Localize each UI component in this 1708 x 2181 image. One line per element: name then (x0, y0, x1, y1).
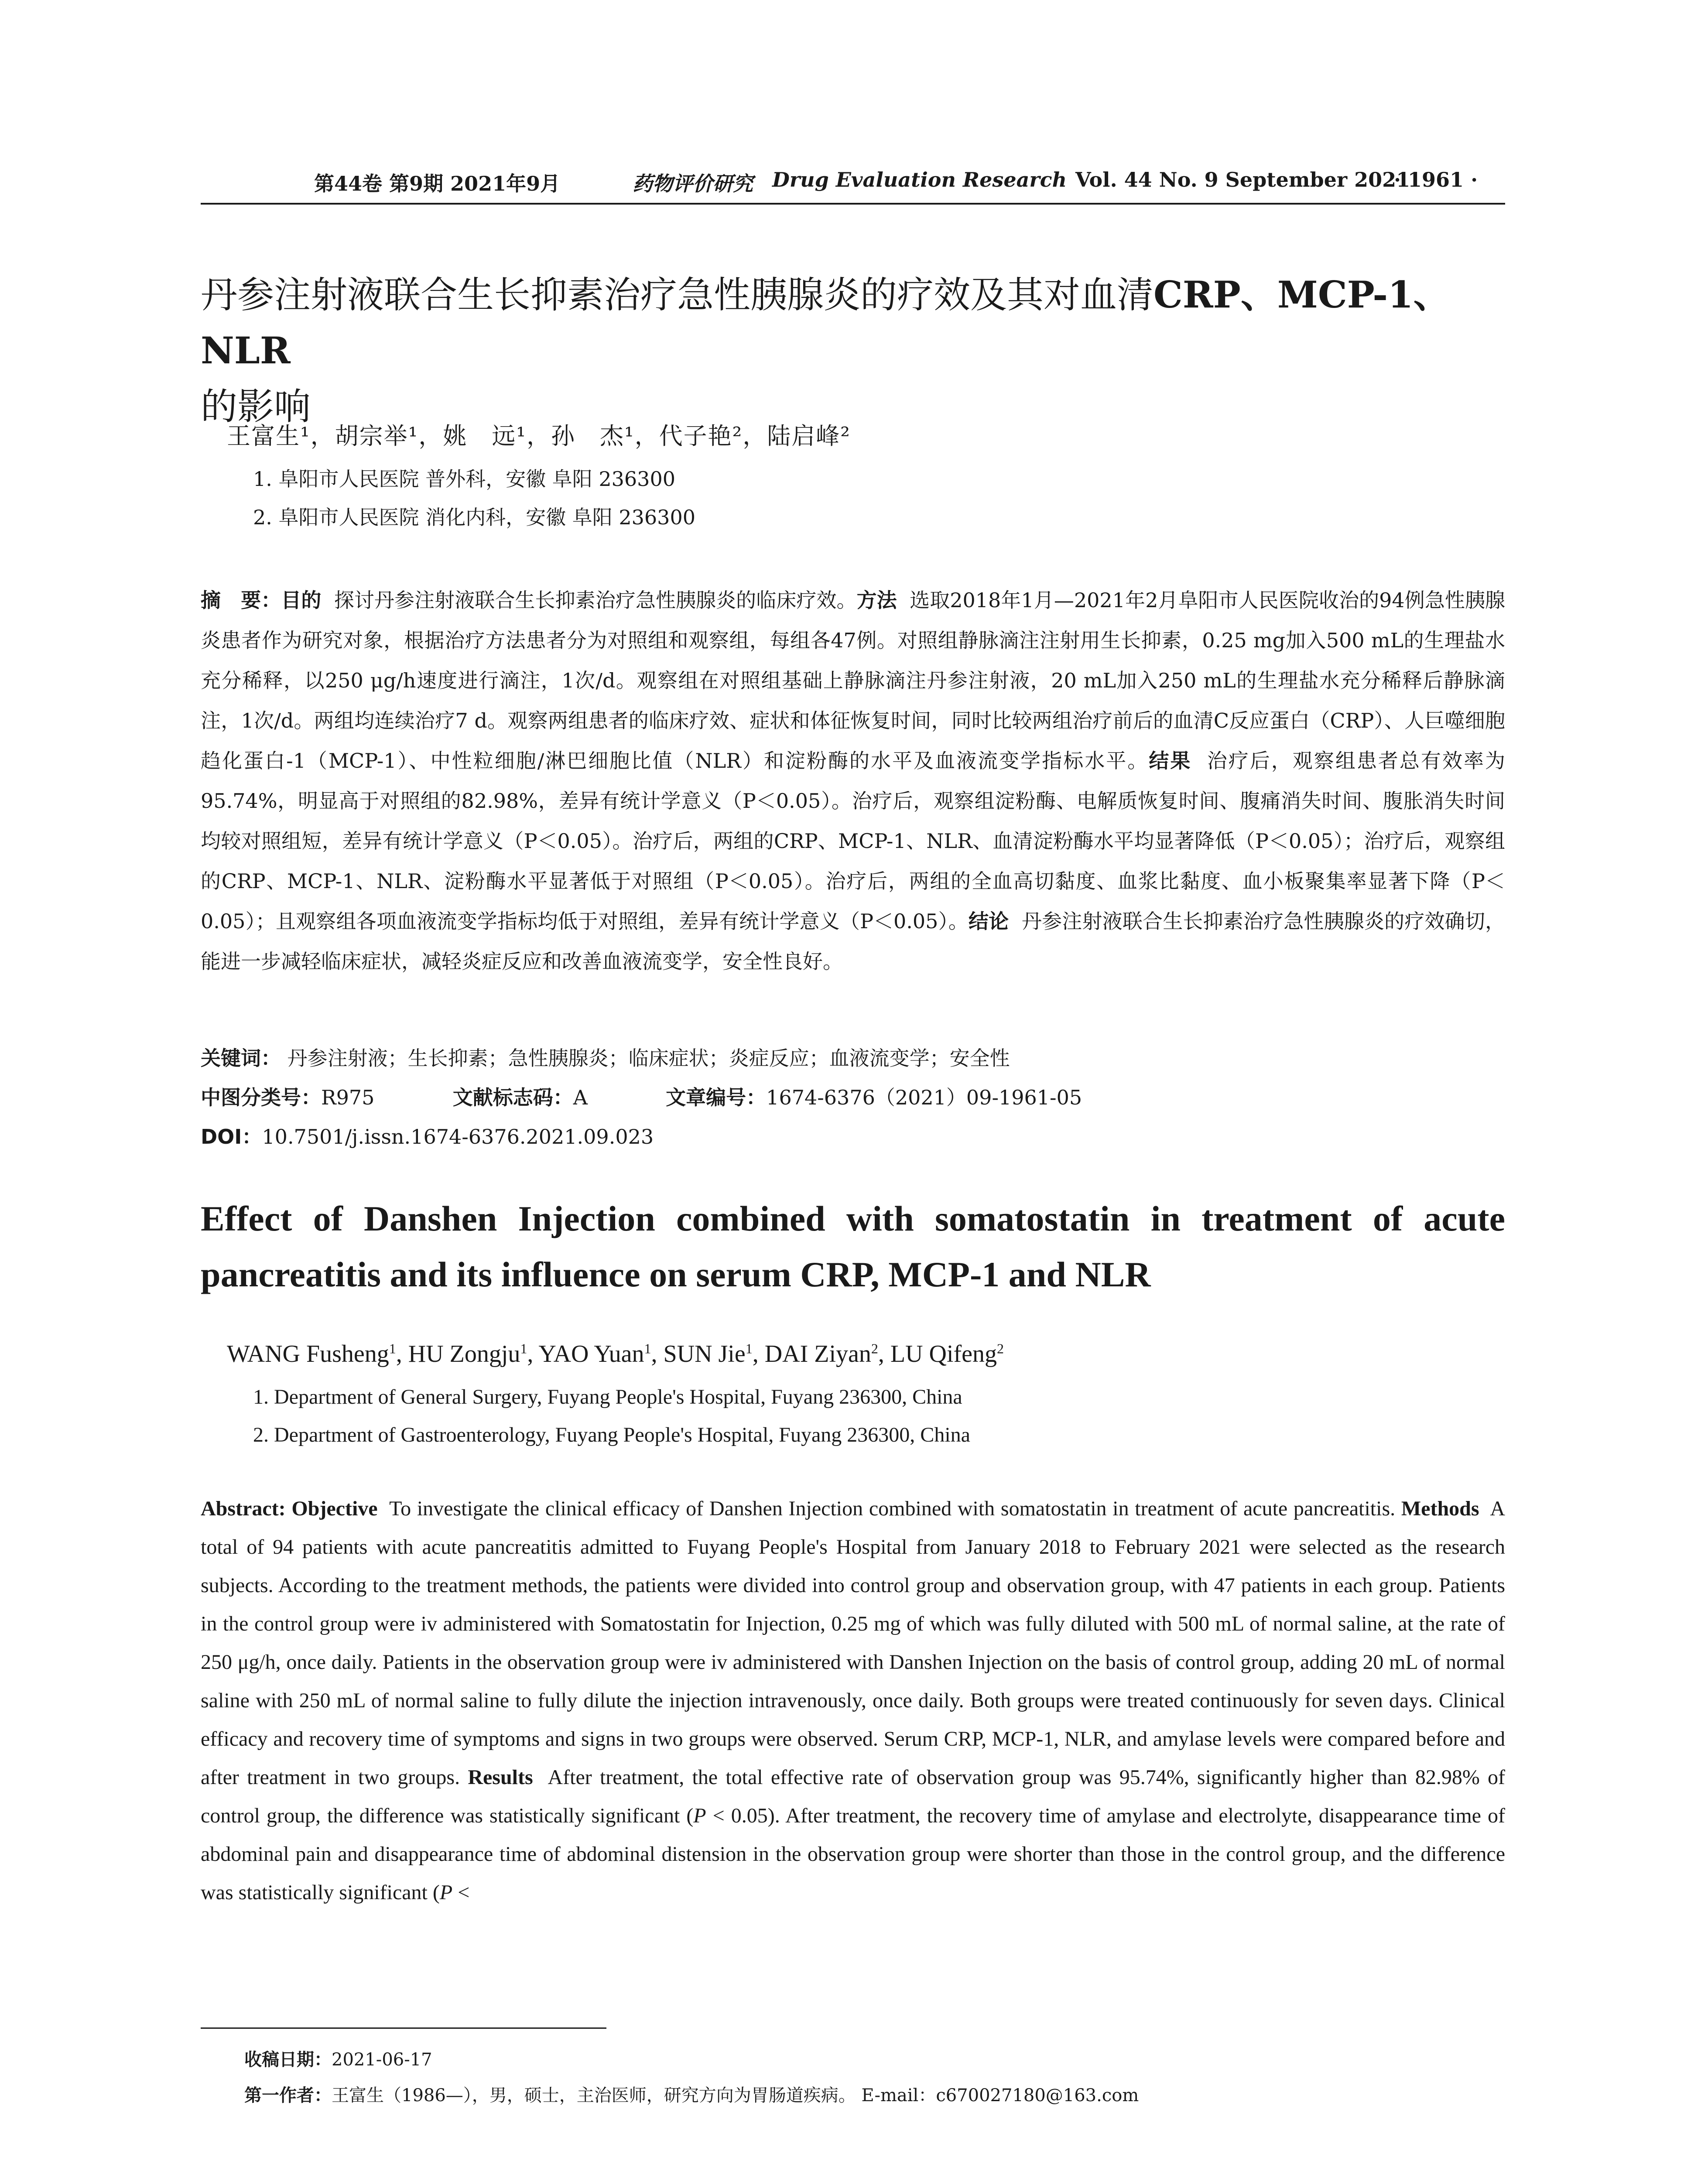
objective-cn-label: 目的 (281, 588, 322, 612)
affiliation-cn-2: 2. 阜阳市人民医院 消化内科，安徽 阜阳 236300 (253, 506, 695, 529)
affiliation-cn-1: 1. 阜阳市人民医院 普外科，安徽 阜阳 236300 (253, 467, 675, 491)
article-no-value: 1674-6376（2021）09-1961-05 (766, 1086, 1082, 1109)
classification-line (201, 1082, 1082, 1111)
p-symbol: P (693, 1804, 706, 1827)
title-cn (201, 267, 1509, 434)
affiliation-en-1: 1. Department of General Surgery, Fuyang People's Hospital, Fuyang 236300, China (253, 1385, 962, 1408)
authors-cn: 王富生¹，胡宗举¹，姚 远¹，孙 杰¹，代子艳²，陆启峰² (227, 422, 851, 450)
title-cn-text: 丹参注射液联合生长抑素治疗急性胰腺炎的疗效及其对血清 (201, 273, 1154, 316)
header-journal-en: Drug Evaluation Research (772, 168, 1067, 191)
author-en-sup: 1 (745, 1340, 753, 1357)
objective-en: To investigate the clinical efficacy of Danshen Injection combined with somatostatin in treatment of acute pancreatitis. (389, 1497, 1396, 1520)
first-author-info: 王富生（1986—），男，硕士，主治医师，研究方向为胃肠道疾病。 E-mail：c670027180@163.com (332, 2085, 1139, 2106)
keywords-cn-text: 丹参注射液；生长抑素；急性胰腺炎；临床症状；炎症反应；血液流变学；安全性 (287, 1046, 1010, 1070)
received-label: 收稿日期： (244, 2050, 332, 2070)
footnote-received (244, 2046, 432, 2071)
p-symbol: P (439, 1881, 453, 1904)
methods-cn-label: 方法 (856, 588, 897, 612)
methods-en: A total of 94 patients with acute pancreatitis admitted to Fuyang People's Hospital from January 2018 to February 2021 were selected as the research subjects. According to the treatment methods, the patients were divided into control group and observation group, with 47 patients in each group. Patients in the control group were iv administered with Somatostatin for Injection, 0.25 mg of which was fully diluted with 500 mL of normal saline, at the rate of 250 μg/h, once daily. Patients in the observation group were iv administered with Danshen Injection on the basis of control group, adding 20 mL of normal saline with 250 mL of normal saline to fully dilute the injection intravenously, once daily. Both groups were treated continuously for seven days. Clinical efficacy and recovery time of symptoms and signs in two groups were observed. Serum CRP, MCP-1, NLR, and amylase levels were compared before and after treatment in two groups. (201, 1497, 1505, 1789)
author-en-sup: 1 (389, 1340, 396, 1357)
abstract-en (201, 1490, 1505, 1912)
footnote-first-author (244, 2082, 1139, 2106)
author-en-sup: 2 (997, 1340, 1004, 1357)
objective-en-label: Objective (291, 1497, 378, 1520)
article-no-label: 文章编号： (666, 1086, 767, 1109)
methods-cn: 选取2018年1月—2021年2月阜阳市人民医院收治的94例急性胰腺炎患者作为研究对象，根据治疗方法患者分为对照组和观察组，每组各47例。对照组静脉滴注注射用生长抑素，0.25 mg加入500 mL的生理盐水充分稀释，以250 μg/h速度进行滴注，1次/d。观察组在对照组基础上静脉滴注丹参注射液，20 mL加入250 mL的生理盐水充分稀释后静脉滴注，1次/d。两组均连续治疗7 d。观察两组患者的临床疗效、症状和体征恢复时间，同时比较两组治疗前后的血清C反应蛋白（CRP）、人巨噬细胞趋化蛋白-1（MCP-1）、中性粒细胞/淋巴细胞比值（NLR）和淀粉酶的水平及血液流变学指标水平。 (201, 588, 1506, 773)
header-volume-en: Vol. 44 No. 9 September 2021 (1075, 168, 1410, 191)
header-rule (201, 203, 1505, 205)
keywords-cn-label: 关键词： (201, 1046, 281, 1070)
received-date: 2021-06-17 (332, 2050, 432, 2070)
affiliation-en-2: 2. Department of Gastroenterology, Fuyang People's Hospital, Fuyang 236300, China (253, 1423, 970, 1446)
author-en-sup: 1 (644, 1340, 651, 1357)
doi-value: 10.7501/j.issn.1674-6376.2021.09.023 (262, 1125, 654, 1149)
doc-code-value: A (573, 1086, 588, 1109)
abstract-cn-label: 摘 要： (201, 588, 281, 612)
first-author-label: 第一作者： (244, 2085, 332, 2106)
header-journal-cn: 药物评价研究 (633, 172, 753, 195)
clc-value: R975 (321, 1086, 375, 1109)
objective-cn: 探讨丹参注射液联合生长抑素治疗急性胰腺炎的临床疗效。 (334, 588, 857, 612)
author-en: WANG Fusheng (227, 1340, 389, 1367)
title-cn-line2: 的影响 (201, 385, 311, 428)
doi-label: DOI： (201, 1125, 262, 1149)
header-page-number: · 1961 · (1394, 168, 1478, 191)
results-en-b: < 0.05). After treatment, the recovery time of amylase and electrolyte, disappearance time of abdominal pain and disappearance time of abdominal distension in the observation group were shorter than those in the control group, and the difference was statistically significant ( (201, 1804, 1505, 1904)
abstract-cn (201, 580, 1505, 981)
footnote-rule (201, 2027, 606, 2029)
conclusion-cn-label: 结论 (968, 909, 1009, 933)
results-en-c: < (452, 1881, 470, 1904)
running-header (201, 168, 1505, 195)
authors-en: WANG Fusheng$^1$, HU Zongju$^1$, YAO Yuan$^1$, SUN Jie$^1$, DAI Ziyan$^2$, LU Qifeng$^2$ (227, 1340, 1004, 1367)
title-en: Effect of Danshen Injection combined with somatostatin in treatment of acute pancreatitis and its influence on serum CRP, MCP-1 and NLR (201, 1199, 1505, 1294)
author-en-sup: 2 (871, 1340, 878, 1357)
title-cn-bold: CRP、MCP-1、NLR (201, 273, 1450, 372)
results-en-label: Results (468, 1766, 533, 1789)
doc-code-label: 文献标志码： (452, 1086, 573, 1109)
conclusion-cn: 丹参注射液联合生长抑素治疗急性胰腺炎的疗效确切，能进一步减轻临床症状，减轻炎症反应和改善血液流变学，安全性良好。 (201, 909, 1506, 973)
doi-line (201, 1121, 654, 1150)
results-cn-label: 结果 (1149, 749, 1192, 773)
methods-en-label: Methods (1401, 1497, 1479, 1520)
author-en-sup: 1 (520, 1340, 527, 1357)
author-en: LU Qifeng (890, 1340, 997, 1367)
header-volume-cn: 第44卷 第9期 2021年9月 (314, 172, 561, 195)
author-en: HU Zongju (408, 1340, 520, 1367)
keywords-cn (201, 1043, 1010, 1071)
results-cn: 治疗后，观察组患者总有效率为95.74%，明显高于对照组的82.98%，差异有统计学意义（P＜0.05）。治疗后，观察组淀粉酶、电解质恢复时间、腹痛消失时间、腹胀消失时间均较对照组短，差异有统计学意义（P＜0.05）。治疗后，两组的CRP、MCP-1、NLR、血清淀粉酶水平均显著降低（P＜0.05）；治疗后，观察组的CRP、MCP-1、NLR、淀粉酶水平显著低于对照组（P＜0.05）。治疗后，两组的全血高切黏度、血浆比黏度、血小板聚集率显著下降（P＜0.05）；且观察组各项血液流变学指标均低于对照组，差异有统计学意义（P＜0.05）。 (201, 749, 1506, 933)
results-en-a: After treatment, the total effective rate of observation group was 95.74%, significantly higher than 82.98% of control group, the difference was statistically significant ( (201, 1766, 1506, 1827)
author-en: DAI Ziyan (764, 1340, 871, 1367)
abstract-en-label: Abstract: (201, 1497, 286, 1520)
author-en: SUN Jie (663, 1340, 746, 1367)
author-en: YAO Yuan (538, 1340, 644, 1367)
clc-label: 中图分类号： (201, 1086, 321, 1109)
